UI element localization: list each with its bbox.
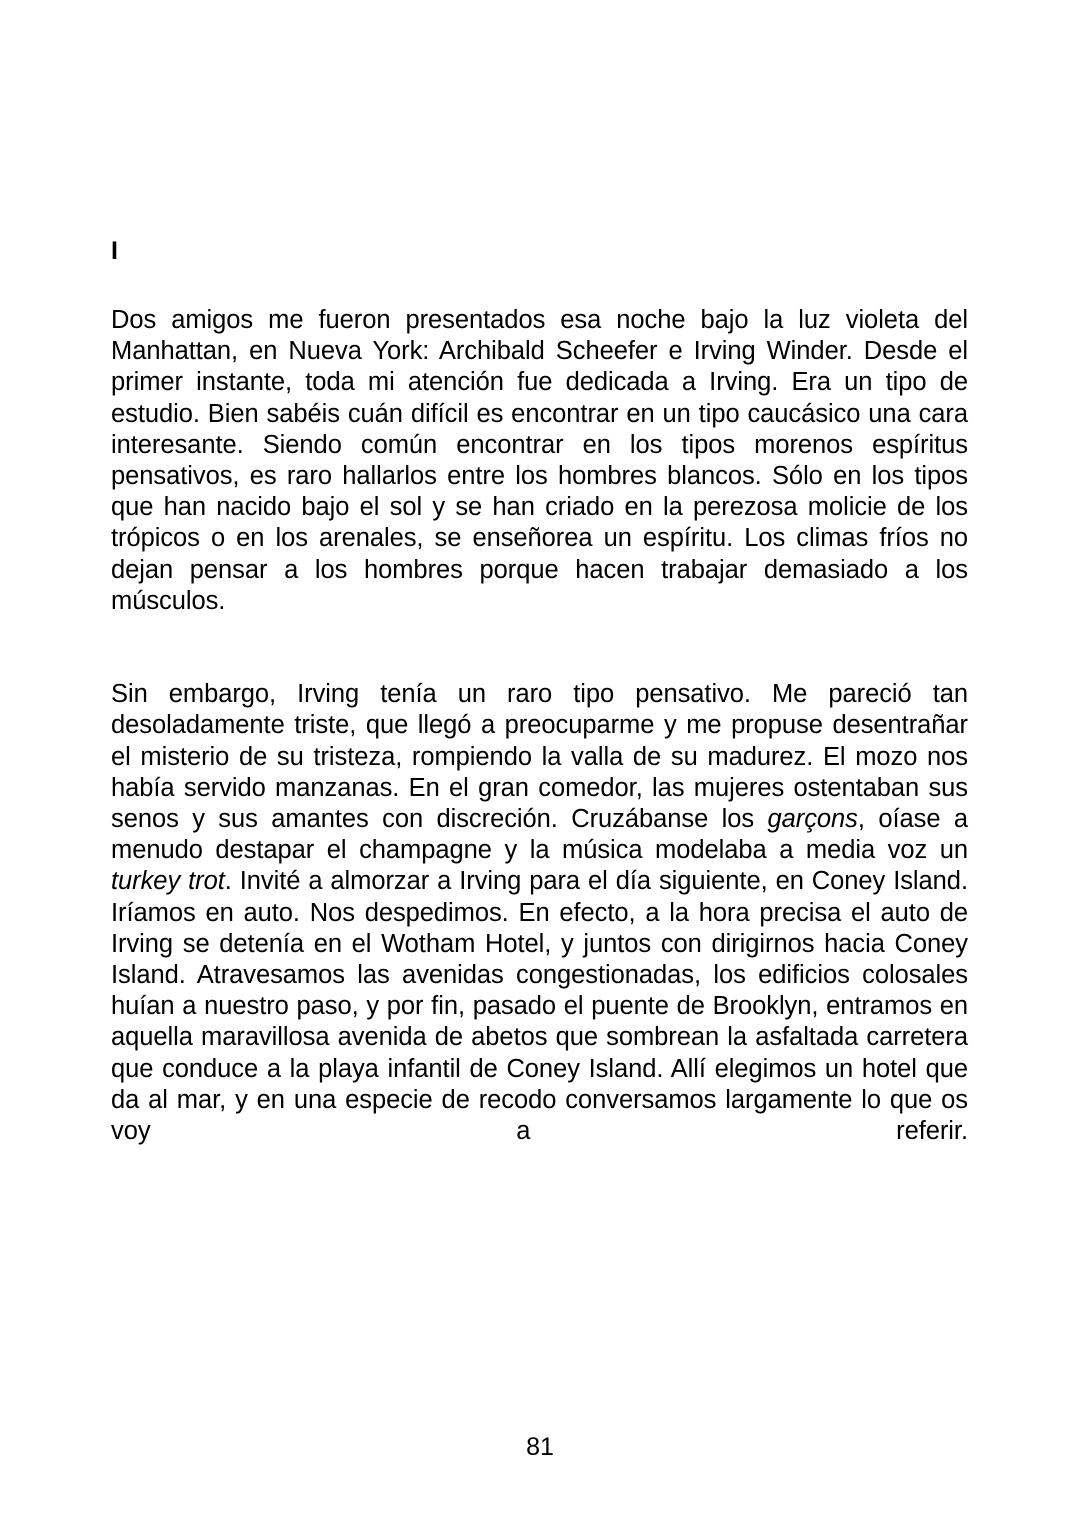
section-heading: I — [111, 237, 119, 265]
italic-foreign-term: garçons — [767, 805, 858, 834]
italic-foreign-term: turkey trot — [111, 867, 225, 896]
page-number: 81 — [526, 1433, 554, 1461]
text-column — [111, 236, 968, 1178]
body-paragraph-1: Dos amigos me fueron presentados esa noche bajo la luz violeta del Manhattan, en Nueva York: Archibald Scheefer e Irving Winder. Desde el primer instante, toda mi atención fue dedicada a Irving. Era un tipo de estudio. Bien sabéis cuán difícil es encontrar en un tipo caucásico una cara interesante. Siendo común encontrar en los tipos morenos espíritus pensativos, es raro hallarlos entre los hombres blancos. Sólo en los tipos que han nacido bajo el sol y se han criado en la perezosa molicie de los trópicos o en los arenales, se enseñorea un espíritu. Los climas fríos no dejan pensar a los hombres porque hacen trabajar demasiado a los músculos. — [111, 306, 968, 615]
body-paragraph-2: Sin embargo, Irving tenía un raro tipo pensativo. Me pareció tan desoladamente triste, que llegó a preocuparme y me propuse desentrañar el misterio de su tristeza, rompiendo la valla de su madurez. El mozo nos había servido manzanas. En el gran comedor, las mujeres ostentaban sus senos y sus amantes con discreción. Cruzábanse los garçons, oíase a menudo destapar el champagne y la música modelaba a media voz un turkey trot. Invité a almorzar a Irving para el día siguiente, en Coney Island. Iríamos en auto. Nos despedimos. En efecto, a la hora precisa el auto de Irving se detenía en el Wotham Hotel, y juntos con dirigirnos hacia Coney Island. Atravesamos las avenidas congestionadas, los edificios colosales huían a nuestro paso, y por fin, pasado el puente de Brooklyn, entramos en aquella maravillosa avenida de abetos que sombrean la asfaltada carretera que conduce a la playa infantil de Coney Island. Allí elegimos un hotel que da al mar, y en una especie de recodo conversamos largamente lo que os voy a referir. — [111, 680, 968, 1146]
